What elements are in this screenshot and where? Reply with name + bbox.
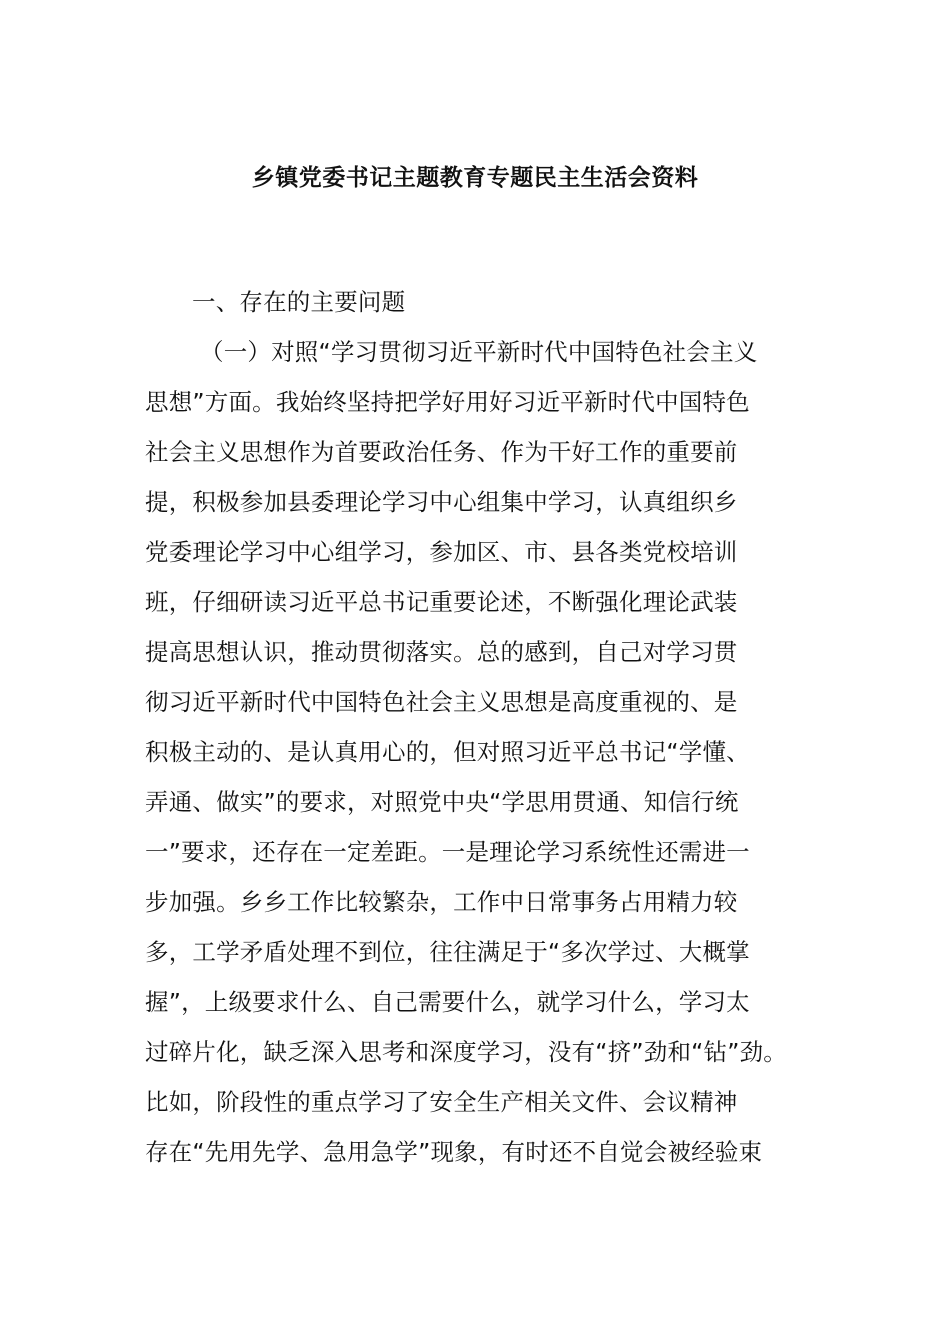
paragraph-line: 党委理论学习中心组学习，参加区、市、县各类党校培训 bbox=[145, 538, 738, 566]
paragraph-line: 社会主义思想作为首要政治任务、作为干好工作的重要前 bbox=[145, 438, 738, 466]
paragraph-line: 思想”方面。我始终坚持把学好用好习近平新时代中国特色 bbox=[145, 388, 750, 416]
paragraph-line: 存在“先用先学、急用急学”现象，有时还不自觉会被经验束 bbox=[145, 1138, 763, 1166]
paragraph-line: （一）对照“学习贯彻习近平新时代中国特色社会主义 bbox=[200, 338, 758, 366]
paragraph-line: 班，仔细研读习近平总书记重要论述，不断强化理论武装 bbox=[145, 588, 738, 616]
section-heading: 一、存在的主要问题 bbox=[192, 288, 406, 316]
paragraph-line: 彻习近平新时代中国特色社会主义思想是高度重视的、是 bbox=[145, 688, 738, 716]
paragraph-line: 比如，阶段性的重点学习了安全生产相关文件、会议精神 bbox=[145, 1088, 738, 1116]
paragraph-line: 积极主动的、是认真用心的，但对照习近平总书记“学懂、 bbox=[145, 738, 750, 766]
paragraph-line: 提，积极参加县委理论学习中心组集中学习，认真组织乡 bbox=[145, 488, 738, 516]
paragraph-line: 提高思想认识，推动贯彻落实。总的感到，自己对学习贯 bbox=[145, 638, 738, 666]
paragraph-line: 过碎片化，缺乏深入思考和深度学习，没有“挤”劲和“钻”劲。 bbox=[145, 1038, 787, 1066]
paragraph-line: 一”要求，还存在一定差距。一是理论学习系统性还需进一 bbox=[145, 838, 750, 866]
paragraph-line: 握”，上级要求什么、自己需要什么，就学习什么，学习太 bbox=[145, 988, 750, 1016]
paragraph-line: 步加强。乡乡工作比较繁杂，工作中日常事务占用精力较 bbox=[145, 888, 738, 916]
document-title: 乡镇党委书记主题教育专题民主生活会资料 bbox=[251, 165, 699, 191]
paragraph-line: 弄通、做实”的要求，对照党中央“学思用贯通、知信行统 bbox=[145, 788, 739, 816]
paragraph-line: 多，工学矛盾处理不到位，往往满足于“多次学过、大概掌 bbox=[145, 938, 750, 966]
